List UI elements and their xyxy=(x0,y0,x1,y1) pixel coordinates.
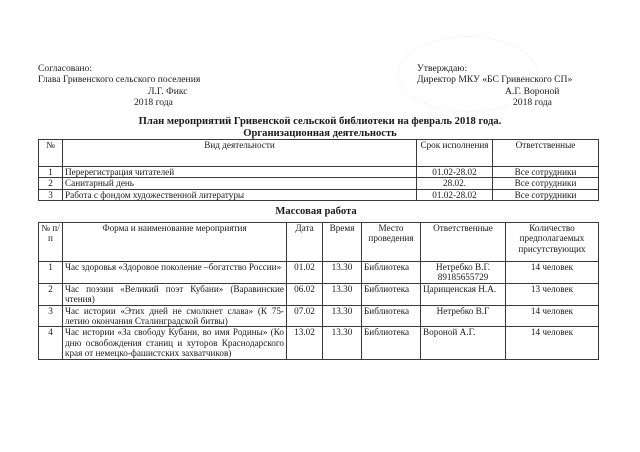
period-cell: 01.02-28.02 xyxy=(417,167,493,178)
column-header: Форма и наименование мероприятия xyxy=(63,223,287,262)
responsible-cell: Царищенская Н.А. xyxy=(421,283,506,305)
time-cell: 13.30 xyxy=(323,262,362,284)
time-cell: 13.30 xyxy=(323,327,362,359)
responsible-cell: Все сотрудники xyxy=(493,189,599,200)
section-title-mass-work: Массовая работа xyxy=(275,206,357,217)
period-cell: 01.02-28.02 xyxy=(417,189,493,200)
responsible-cell: Все сотрудники xyxy=(493,167,599,178)
table-row xyxy=(39,305,599,327)
table-header-row xyxy=(39,140,599,167)
responsible-cell: Нетребко В.Г xyxy=(421,305,506,327)
place-cell: Библиотека xyxy=(362,262,421,284)
column-header: Количество предполагаемых присутствующих xyxy=(506,223,599,262)
date-cell: 06.02 xyxy=(287,283,323,305)
activity-cell: Перерегистрация читателей xyxy=(63,167,417,178)
column-header: № п/п xyxy=(39,223,63,262)
row-number: 3 xyxy=(39,189,63,200)
approval-left-name: Л.Г. Фикс xyxy=(148,85,188,97)
row-number: 2 xyxy=(39,178,63,189)
table-header-row xyxy=(39,223,599,262)
approval-block-left xyxy=(38,63,200,108)
place-cell: Библиотека xyxy=(362,327,421,359)
approval-left-position: Глава Гривенского сельского поселения xyxy=(38,74,201,86)
period-cell: 28.02. xyxy=(417,178,493,189)
column-header: Ответственные xyxy=(421,223,506,262)
row-number: 3 xyxy=(39,305,63,327)
event-cell: Час здоровья «Здоровое поколение –богатство России» xyxy=(63,262,287,284)
row-number: 1 xyxy=(39,262,63,284)
approval-right-position: Директор МКУ «БС Гривенского СП» xyxy=(417,74,573,86)
activity-cell: Работа с фондом художественной литературы xyxy=(63,189,417,200)
approval-right-label: Утверждаю: xyxy=(417,63,468,74)
date-cell: 01.02 xyxy=(287,262,323,284)
event-cell: Час истории «За свободу Кубани, во имя Родины» (Ко дню освобождения станиц и хуторов Краснодарского края от немецко-фашистских захватчиков) xyxy=(63,327,287,359)
document-title: План мероприятий Гривенской сельской библиотеки на февраль 2018 года. xyxy=(138,116,502,127)
responsible-cell: Все сотрудники xyxy=(493,178,599,189)
table-row xyxy=(39,327,599,359)
count-cell: 14 человек xyxy=(506,327,599,359)
column-header: № xyxy=(39,140,63,167)
date-cell: 13.02 xyxy=(287,327,323,359)
event-cell: Час поэзии «Великий поэт Кубани» (Варавинские чтения) xyxy=(63,283,287,305)
activity-cell: Санитарный день xyxy=(63,178,417,189)
approval-left-date: 2018 года xyxy=(134,96,173,108)
row-number: 2 xyxy=(39,283,63,305)
column-header: Вид деятельности xyxy=(63,140,417,167)
date-cell: 07.02 xyxy=(287,305,323,327)
time-cell: 13.30 xyxy=(323,283,362,305)
count-cell: 14 человек xyxy=(506,262,599,284)
row-number: 4 xyxy=(39,327,63,359)
table-row xyxy=(39,189,599,200)
approval-right-date: 2018 года xyxy=(513,96,552,108)
approval-block-right xyxy=(417,63,572,108)
table-row xyxy=(39,283,599,305)
responsible-cell: Вороной А.Г. xyxy=(421,327,506,359)
organizational-table xyxy=(38,139,599,201)
table-row xyxy=(39,262,599,284)
row-number: 1 xyxy=(39,167,63,178)
responsible-cell: Нетребко В.Г. 89185655729 xyxy=(421,262,506,284)
time-cell: 13.30 xyxy=(323,305,362,327)
mass-work-table xyxy=(38,222,599,360)
section-title-organizational: Организационная деятельность xyxy=(243,128,397,139)
column-header: Дата xyxy=(287,223,323,262)
table-row xyxy=(39,167,599,178)
column-header: Ответственные xyxy=(493,140,599,167)
approval-right-name: А.Г. Вороной xyxy=(505,85,560,97)
table-row xyxy=(39,178,599,189)
column-header: Время xyxy=(323,223,362,262)
event-cell: Час истории «Этих дней не смолкнет слава» (К 75- летию окончания Сталинградской битвы) xyxy=(63,305,287,327)
count-cell: 14 человек xyxy=(506,305,599,327)
place-cell: Библиотека xyxy=(362,305,421,327)
column-header: Место проведения xyxy=(362,223,421,262)
place-cell: Библиотека xyxy=(362,283,421,305)
approval-left-label: Согласовано: xyxy=(38,63,93,74)
count-cell: 13 человек xyxy=(506,283,599,305)
column-header: Срок исполнения xyxy=(417,140,493,167)
